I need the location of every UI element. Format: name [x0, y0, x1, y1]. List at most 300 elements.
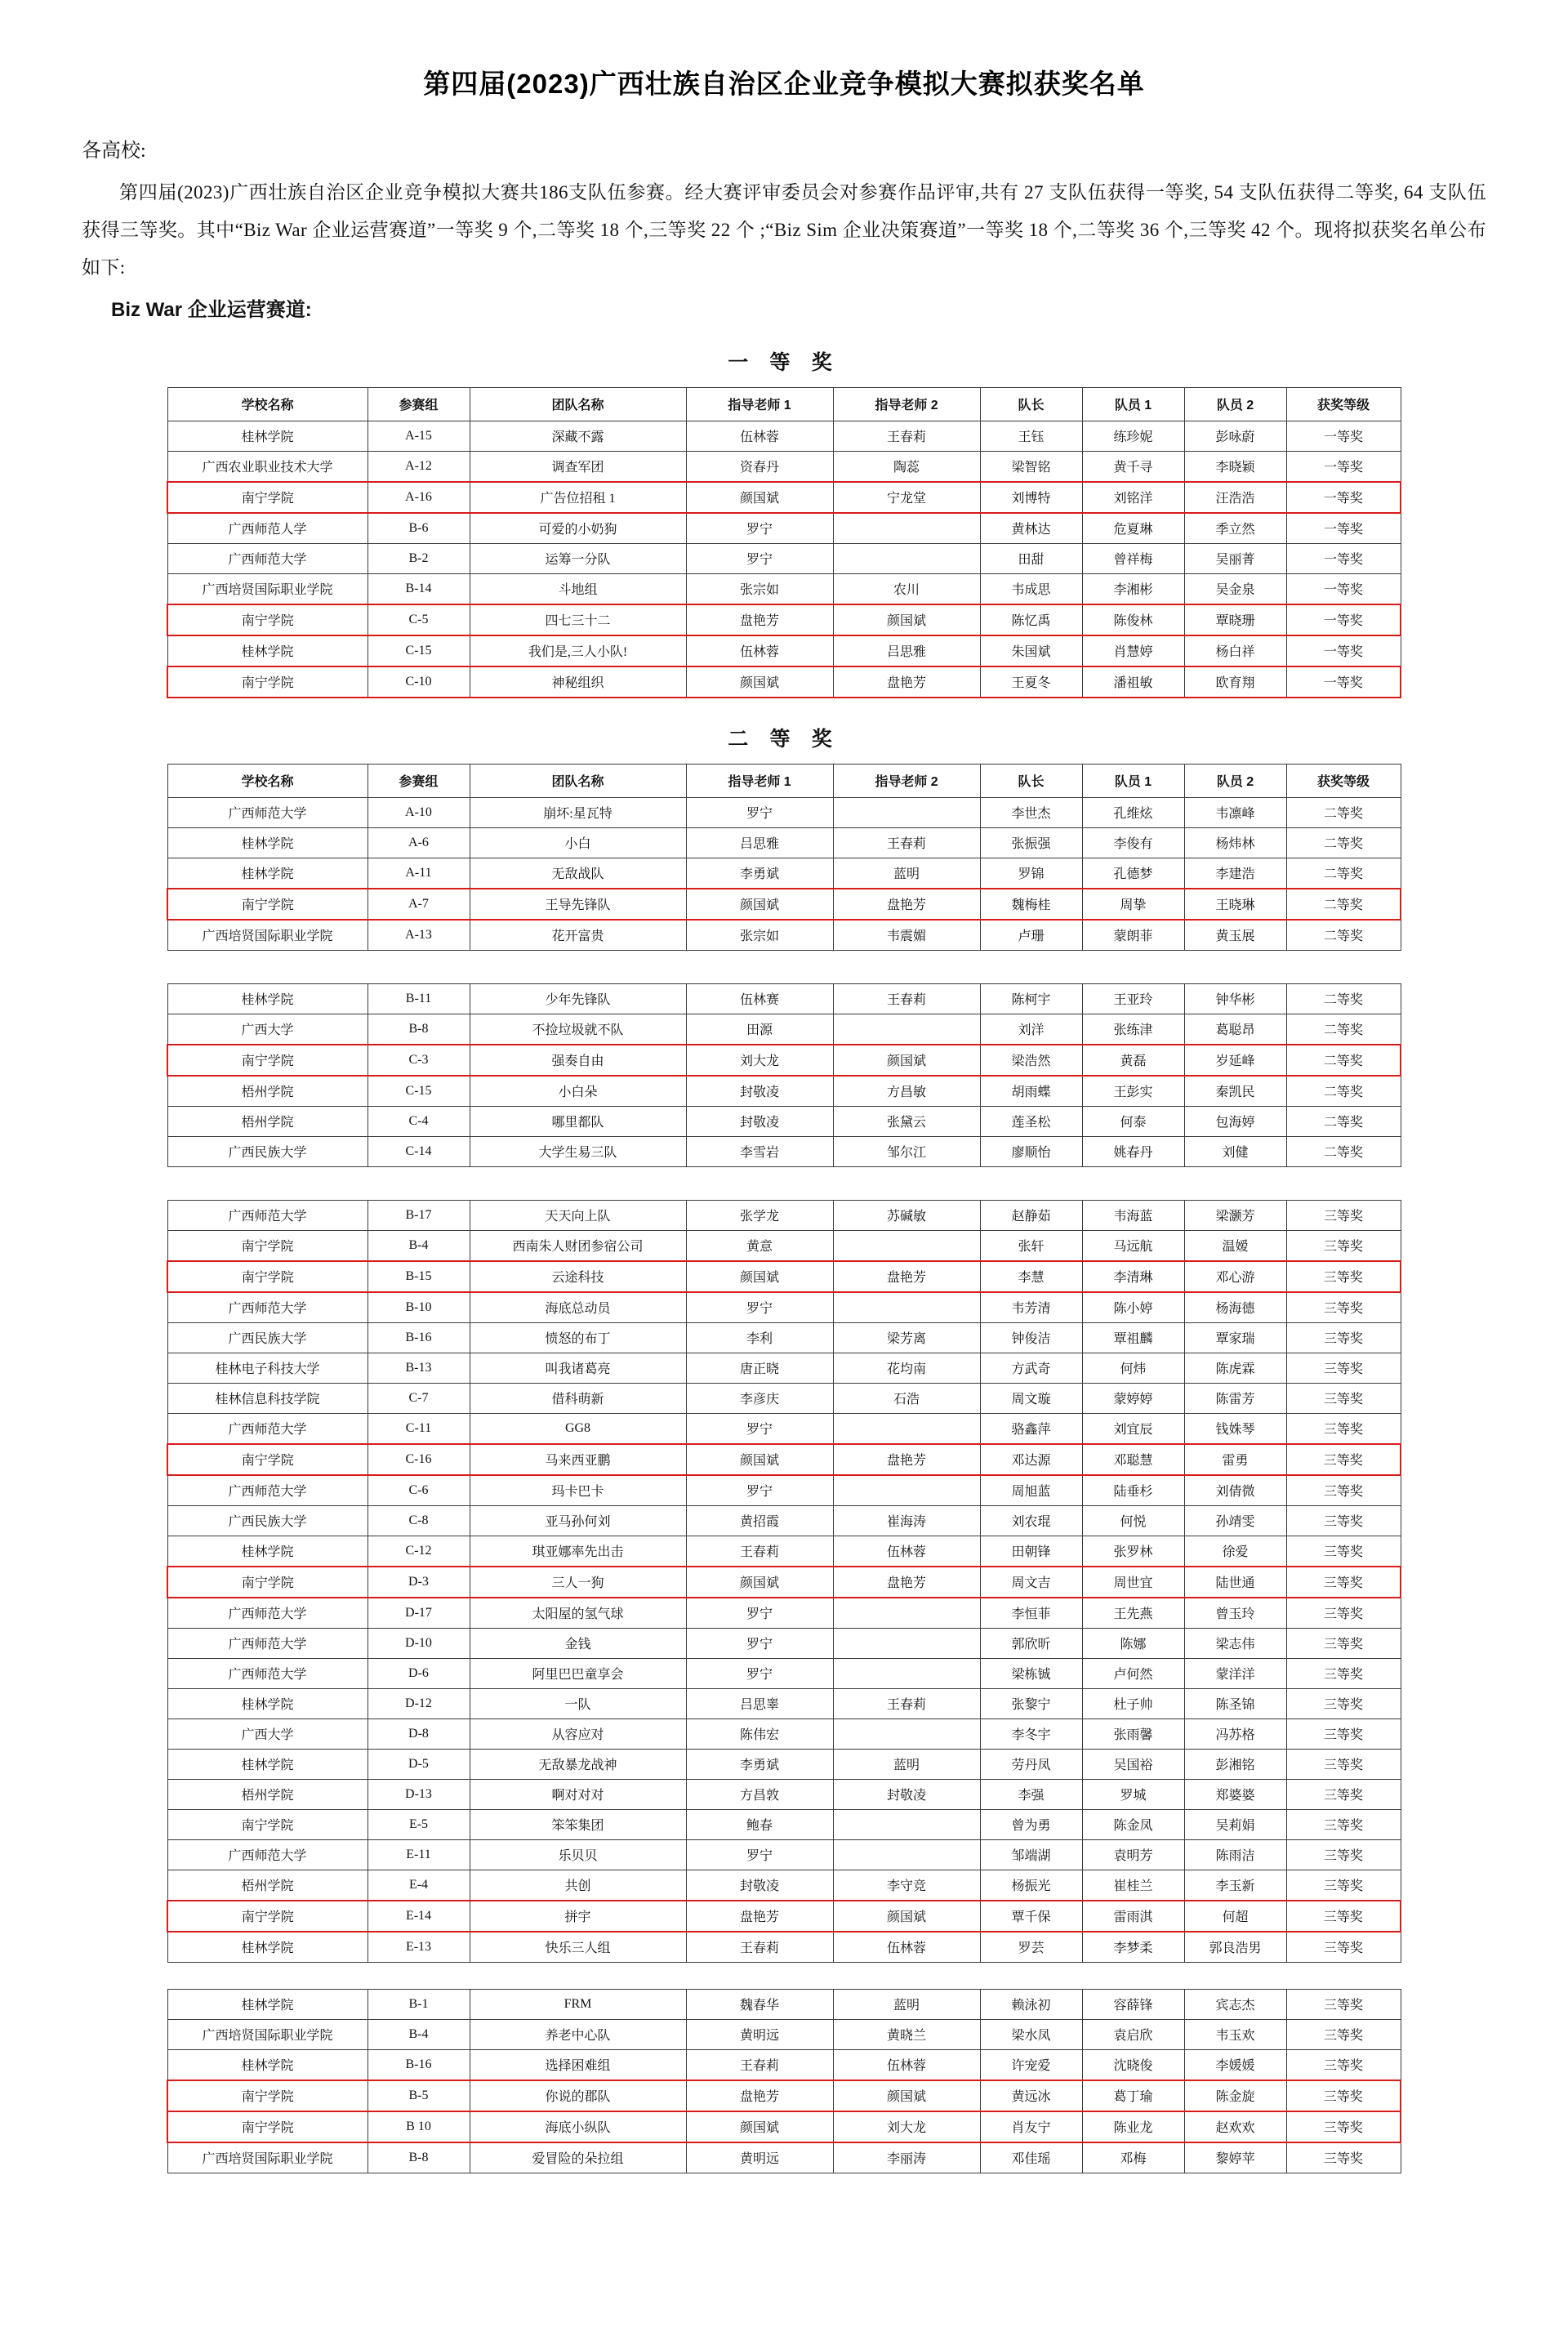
table-cell: A-13 — [368, 920, 470, 951]
table-cell: 三等奖 — [1286, 1689, 1401, 1719]
table-cell: 罗宁 — [686, 544, 833, 574]
table-cell: 梁灏芳 — [1184, 1201, 1286, 1231]
table-cell: 岁延峰 — [1184, 1045, 1286, 1076]
table-cell: D-3 — [368, 1567, 470, 1598]
table-cell: 广西师范大学 — [167, 1292, 368, 1323]
table-cell: 太阳屋的氢气球 — [470, 1598, 686, 1629]
table-cell: 广西师范大学 — [167, 1414, 368, 1445]
table-cell: 玛卡巴卡 — [470, 1475, 686, 1506]
table-cell: 黄远冰 — [980, 2080, 1082, 2111]
table-cell: 危夏琳 — [1082, 513, 1184, 544]
table-cell: 三等奖 — [1286, 1810, 1401, 1840]
table-cell — [833, 798, 980, 828]
table-cell: B-8 — [368, 1014, 470, 1045]
table-cell: 封敬凌 — [686, 1107, 833, 1137]
table-cell: 陈伟宏 — [686, 1719, 833, 1750]
table-cell: 蒙洋洋 — [1184, 1659, 1286, 1689]
table-row — [167, 1598, 1401, 1629]
table-cell: 邓聪慧 — [1082, 1444, 1184, 1475]
table-cell: C-15 — [368, 635, 470, 666]
table-cell: 少年先锋队 — [470, 984, 686, 1014]
table-cell — [833, 1475, 980, 1506]
table-cell: C-14 — [368, 1137, 470, 1167]
table-cell: 二等奖 — [1286, 984, 1401, 1014]
table-cell: 盘艳芳 — [833, 666, 980, 698]
table-cell: 杨白祥 — [1184, 635, 1286, 666]
table-cell: 盘艳芳 — [686, 2080, 833, 2111]
table-cell: 葛聪昂 — [1184, 1014, 1286, 1045]
table-cell: 三等奖 — [1286, 1629, 1401, 1659]
table-cell: 罗宁 — [686, 1840, 833, 1870]
table-cell: 黄林达 — [980, 513, 1082, 544]
table-cell: 孔德梦 — [1082, 858, 1184, 889]
table-cell: 张黎宁 — [980, 1689, 1082, 1719]
table-row — [167, 1901, 1401, 1932]
table-cell: 广西师范大学 — [167, 1659, 368, 1689]
table-cell: 你说的郡队 — [470, 2080, 686, 2111]
table-cell: 盘艳芳 — [833, 889, 980, 920]
table-cell: 盘艳芳 — [833, 1444, 980, 1475]
table-cell — [833, 1292, 980, 1323]
table-cell: 广西师范大学 — [167, 1840, 368, 1870]
table-cell: 资春丹 — [686, 452, 833, 483]
table-cell: 封敬凌 — [833, 1780, 980, 1810]
table-cell: 罗芸 — [980, 1932, 1082, 1963]
table-cell: 王先燕 — [1082, 1598, 1184, 1629]
table-cell: 陈娜 — [1082, 1629, 1184, 1659]
table-header-row — [167, 765, 1401, 798]
table-cell: 罗宁 — [686, 1598, 833, 1629]
table-row — [167, 1567, 1401, 1598]
table-cell: 广西师范大学 — [167, 1475, 368, 1506]
table-cell: 郭良浩男 — [1184, 1932, 1286, 1963]
table-cell: 梧州学院 — [167, 1076, 368, 1107]
column-header: 获奖等级 — [1286, 388, 1401, 421]
table-row — [167, 666, 1401, 698]
table-cell: 覃千保 — [980, 1901, 1082, 1932]
table-cell: 罗宁 — [686, 513, 833, 544]
table-cell — [833, 1414, 980, 1445]
table-cell: 罗宁 — [686, 1292, 833, 1323]
table-cell: 王春莉 — [833, 828, 980, 858]
table-cell: 小白 — [470, 828, 686, 858]
table-cell: 海底小纵队 — [470, 2111, 686, 2142]
table-cell: 梁智铭 — [980, 452, 1082, 483]
table-row — [167, 2080, 1401, 2111]
table-row — [167, 1014, 1401, 1045]
table-cell: 一等奖 — [1286, 604, 1401, 635]
table-cell: A-7 — [368, 889, 470, 920]
table-cell: 容薛锋 — [1082, 1990, 1184, 2020]
table-cell: 桂林学院 — [167, 858, 368, 889]
table-cell — [833, 513, 980, 544]
table-cell: 崔桂兰 — [1082, 1870, 1184, 1901]
table-cell: 邹尔江 — [833, 1137, 980, 1167]
table-cell: C-11 — [368, 1414, 470, 1445]
table-row — [167, 1384, 1401, 1414]
table-cell: 刘倩微 — [1184, 1475, 1286, 1506]
table-cell: 二等奖 — [1286, 1137, 1401, 1167]
table-cell: 盘艳芳 — [833, 1567, 980, 1598]
table-cell: 廖顺怡 — [980, 1137, 1082, 1167]
table-cell: 桂林学院 — [167, 1536, 368, 1567]
table-cell: 宁龙堂 — [833, 482, 980, 513]
table-header-row — [167, 388, 1401, 421]
table-cell: 金钱 — [470, 1629, 686, 1659]
table-row — [167, 1810, 1401, 1840]
table-cell: A-6 — [368, 828, 470, 858]
table-cell: 盘艳芳 — [686, 604, 833, 635]
table-cell: 拼宇 — [470, 1901, 686, 1932]
table-cell: 覃晓珊 — [1184, 604, 1286, 635]
table-cell: 王春莉 — [833, 984, 980, 1014]
table-cell: 孔维炫 — [1082, 798, 1184, 828]
column-header: 学校名称 — [167, 765, 368, 798]
table-cell — [833, 544, 980, 574]
table-cell: 骆鑫萍 — [980, 1414, 1082, 1445]
table-cell: 广西师范大学 — [167, 1598, 368, 1629]
table-cell: 三等奖 — [1286, 1659, 1401, 1689]
table-cell: 三等奖 — [1286, 1598, 1401, 1629]
table-cell: 桂林电子科技大学 — [167, 1353, 368, 1384]
table-cell: 苏碱敏 — [833, 1201, 980, 1231]
table-cell: 三等奖 — [1286, 1719, 1401, 1750]
table-cell: 西南朱人财团参宿公司 — [470, 1231, 686, 1262]
table-cell: 广西师范大学 — [167, 798, 368, 828]
table-cell: 李恒菲 — [980, 1598, 1082, 1629]
table-cell: 二等奖 — [1286, 1076, 1401, 1107]
table-cell: 邓达源 — [980, 1444, 1082, 1475]
table-cell: 调查军团 — [470, 452, 686, 483]
table-cell: 广西培贤国际职业学院 — [167, 2142, 368, 2173]
table-cell: 盘艳芳 — [833, 1261, 980, 1292]
table-cell: 广西农业职业技术大学 — [167, 452, 368, 483]
table-row — [167, 482, 1401, 513]
table-cell: 刘大龙 — [686, 1045, 833, 1076]
table-cell: 袁启欣 — [1082, 2020, 1184, 2050]
table-cell: 伍林蓉 — [686, 635, 833, 666]
table-cell: 陈虎霖 — [1184, 1353, 1286, 1384]
table-cell: E-5 — [368, 1810, 470, 1840]
table-cell: 伍林蓉 — [833, 1932, 980, 1963]
table-row — [167, 1990, 1401, 2020]
table-cell: 李梦柔 — [1082, 1932, 1184, 1963]
table-cell: 颜国斌 — [833, 1901, 980, 1932]
table-cell: B-4 — [368, 1231, 470, 1262]
table-cell: 南宁学院 — [167, 1567, 368, 1598]
table-cell: 二等奖 — [1286, 1014, 1401, 1045]
table-cell: 罗宁 — [686, 1475, 833, 1506]
table-cell: 三等奖 — [1286, 1567, 1401, 1598]
table-row — [167, 858, 1401, 889]
table-cell: 曾玉玲 — [1184, 1598, 1286, 1629]
table-cell: B-2 — [368, 544, 470, 574]
table-cell: 一等奖 — [1286, 421, 1401, 452]
table-cell: A-11 — [368, 858, 470, 889]
table-cell: D-10 — [368, 1629, 470, 1659]
table-cell: 吴金泉 — [1184, 574, 1286, 605]
table-cell: 陈柯宇 — [980, 984, 1082, 1014]
table-cell: 杨振光 — [980, 1870, 1082, 1901]
table-cell: 南宁学院 — [167, 1045, 368, 1076]
table-cell: 郑婆婆 — [1184, 1780, 1286, 1810]
table-cell: 广西培贤国际职业学院 — [167, 920, 368, 951]
table-cell: 三等奖 — [1286, 1870, 1401, 1901]
column-header: 队长 — [980, 765, 1082, 798]
table-cell: 盘艳芳 — [686, 1901, 833, 1932]
table-cell: 邓心游 — [1184, 1261, 1286, 1292]
table-cell: 温嫒 — [1184, 1231, 1286, 1262]
table-cell: 三等奖 — [1286, 1201, 1401, 1231]
table-cell — [833, 1659, 980, 1689]
table-cell: 南宁学院 — [167, 604, 368, 635]
table-cell: 三等奖 — [1286, 2142, 1401, 2173]
second-prize-table-b — [167, 983, 1401, 1167]
table-cell: 三等奖 — [1286, 1323, 1401, 1353]
table-cell: 神秘组织 — [470, 666, 686, 698]
table-cell: 李勇斌 — [686, 1750, 833, 1780]
table-cell: 广西民族大学 — [167, 1137, 368, 1167]
table-cell: 杨炜林 — [1184, 828, 1286, 858]
table-row — [167, 1840, 1401, 1870]
table-cell: 南宁学院 — [167, 1901, 368, 1932]
table-cell: B-10 — [368, 1292, 470, 1323]
table-cell: B-1 — [368, 1990, 470, 2020]
third-prize-table-a — [167, 1200, 1401, 1963]
table-cell: 孙靖雯 — [1184, 1506, 1286, 1536]
table-cell: 朱国斌 — [980, 635, 1082, 666]
table-cell: 崔海涛 — [833, 1506, 980, 1536]
table-row — [167, 1231, 1401, 1262]
table-cell: 陈金凤 — [1082, 1810, 1184, 1840]
table-cell — [833, 1014, 980, 1045]
table-cell: 桂林学院 — [167, 984, 368, 1014]
table-cell: 张宗如 — [686, 574, 833, 605]
table-cell: 吴丽菁 — [1184, 544, 1286, 574]
table-cell: 颜国斌 — [833, 2080, 980, 2111]
table-cell: 封敬凌 — [686, 1870, 833, 1901]
table-cell: 罗宁 — [686, 798, 833, 828]
table-cell: D-6 — [368, 1659, 470, 1689]
table-cell: 田源 — [686, 1014, 833, 1045]
table-cell: 何超 — [1184, 1901, 1286, 1932]
table-cell: 王春莉 — [686, 2050, 833, 2081]
table-cell: 南宁学院 — [167, 482, 368, 513]
table-cell: 亚马孙何刘 — [470, 1506, 686, 1536]
table-row — [167, 1353, 1401, 1384]
table-cell: 陈小婷 — [1082, 1292, 1184, 1323]
second-prize-body-a — [167, 798, 1401, 951]
table-row — [167, 513, 1401, 544]
table-cell: 冯苏格 — [1184, 1719, 1286, 1750]
table-cell: 强奏自由 — [470, 1045, 686, 1076]
table-cell: 三等奖 — [1286, 1840, 1401, 1870]
table-cell: 姚春丹 — [1082, 1137, 1184, 1167]
table-cell: 赵欢欢 — [1184, 2111, 1286, 2142]
table-cell: 蓝明 — [833, 858, 980, 889]
table-cell: 肖慧婷 — [1082, 635, 1184, 666]
table-cell: 李媛媛 — [1184, 2050, 1286, 2081]
table-cell: 何泰 — [1082, 1107, 1184, 1137]
table-cell: 桂林学院 — [167, 1689, 368, 1719]
second-prize-body-b — [167, 984, 1401, 1167]
table-row — [167, 544, 1401, 574]
table-row — [167, 1536, 1401, 1567]
table-cell: 曾为勇 — [980, 1810, 1082, 1840]
table-cell: 梧州学院 — [167, 1780, 368, 1810]
table-cell: 广西民族大学 — [167, 1506, 368, 1536]
table-cell: 伍林赛 — [686, 984, 833, 1014]
table-cell: 何悦 — [1082, 1506, 1184, 1536]
table-row — [167, 1719, 1401, 1750]
table-cell — [833, 1810, 980, 1840]
table-cell: 赖泳初 — [980, 1990, 1082, 2020]
table-cell: 三等奖 — [1286, 1750, 1401, 1780]
table-cell: B-11 — [368, 984, 470, 1014]
table-cell: 吕思雅 — [686, 828, 833, 858]
column-header: 队长 — [980, 388, 1082, 421]
table-cell: 张宗如 — [686, 920, 833, 951]
table-cell: 王晓琳 — [1184, 889, 1286, 920]
table-cell: 韦凛峰 — [1184, 798, 1286, 828]
table-row — [167, 2142, 1401, 2173]
table-row — [167, 1475, 1401, 1506]
table-cell: 养老中心队 — [470, 2020, 686, 2050]
table-cell: 崩坏:星瓦特 — [470, 798, 686, 828]
table-cell: 刘铭洋 — [1082, 482, 1184, 513]
table-cell: 张学龙 — [686, 1201, 833, 1231]
table-cell: GG8 — [470, 1414, 686, 1445]
table-cell: FRM — [470, 1990, 686, 2020]
table-cell: 黄磊 — [1082, 1045, 1184, 1076]
table-cell: 吴莉娟 — [1184, 1810, 1286, 1840]
table-cell: 广西培贤国际职业学院 — [167, 2020, 368, 2050]
table-cell: E-11 — [368, 1840, 470, 1870]
table-cell: 许宠爱 — [980, 2050, 1082, 2081]
table-cell: 吴国裕 — [1082, 1750, 1184, 1780]
table-cell: 刘健 — [1184, 1137, 1286, 1167]
table-cell: 魏梅桂 — [980, 889, 1082, 920]
table-cell: 一等奖 — [1286, 513, 1401, 544]
table-cell: 一等奖 — [1286, 482, 1401, 513]
table-cell: 广西培贤国际职业学院 — [167, 574, 368, 605]
table-cell: 刘洋 — [980, 1014, 1082, 1045]
table-cell: 可爱的小奶狗 — [470, 513, 686, 544]
table-cell: 欧育翔 — [1184, 666, 1286, 698]
table-cell: B-17 — [368, 1201, 470, 1231]
table-cell: 李晓颖 — [1184, 452, 1286, 483]
table-cell: 李雪岩 — [686, 1137, 833, 1167]
table-cell: 三等奖 — [1286, 1990, 1401, 2020]
table-cell: 农川 — [833, 574, 980, 605]
table-cell: 马远航 — [1082, 1231, 1184, 1262]
table-cell: B-16 — [368, 2050, 470, 2081]
table-cell: 黄明远 — [686, 2020, 833, 2050]
table-cell: 二等奖 — [1286, 798, 1401, 828]
table-cell: 周旭蓝 — [980, 1475, 1082, 1506]
table-cell: 无敌战队 — [470, 858, 686, 889]
table-row — [167, 889, 1401, 920]
table-cell: 覃祖麟 — [1082, 1323, 1184, 1353]
table-cell: 韦玉欢 — [1184, 2020, 1286, 2050]
table-cell: 王春莉 — [686, 1932, 833, 1963]
table-cell: 黄明远 — [686, 2142, 833, 2173]
table-cell: 周世宜 — [1082, 1567, 1184, 1598]
table-cell: 陈业龙 — [1082, 2111, 1184, 2142]
column-header: 队员 2 — [1184, 765, 1286, 798]
table-cell: C-4 — [368, 1107, 470, 1137]
table-cell — [833, 1719, 980, 1750]
table-cell: 包海婷 — [1184, 1107, 1286, 1137]
table-cell: 深藏不露 — [470, 421, 686, 452]
table-cell: 罗宁 — [686, 1414, 833, 1445]
column-header: 团队名称 — [470, 765, 686, 798]
table-cell: 选择困难组 — [470, 2050, 686, 2081]
table-cell: 王春莉 — [833, 421, 980, 452]
table-cell: C-6 — [368, 1475, 470, 1506]
table-cell: 陈圣锦 — [1184, 1689, 1286, 1719]
table-cell: 小白朵 — [470, 1076, 686, 1107]
table-cell: 颜国斌 — [686, 1444, 833, 1475]
table-cell: 吕思睾 — [686, 1689, 833, 1719]
table-cell: 赵静茹 — [980, 1201, 1082, 1231]
table-cell: 秦凯民 — [1184, 1076, 1286, 1107]
table-cell: 方武奇 — [980, 1353, 1082, 1384]
table-cell: 三等奖 — [1286, 2050, 1401, 2081]
table-cell: B-14 — [368, 574, 470, 605]
table-cell: 三等奖 — [1286, 2080, 1401, 2111]
table-row — [167, 604, 1401, 635]
table-cell: 三等奖 — [1286, 1261, 1401, 1292]
second-prize-table-a — [167, 764, 1401, 951]
table-cell: 啊对对对 — [470, 1780, 686, 1810]
table-cell: 桂林学院 — [167, 2050, 368, 2081]
table-cell: C-16 — [368, 1444, 470, 1475]
table-cell: 张振强 — [980, 828, 1082, 858]
column-header: 指导老师 2 — [833, 765, 980, 798]
table-row — [167, 1629, 1401, 1659]
table-row — [167, 574, 1401, 605]
table-cell: C-7 — [368, 1384, 470, 1414]
table-cell: 广西大学 — [167, 1014, 368, 1045]
table-cell: 三等奖 — [1286, 1506, 1401, 1536]
table-cell: 梁芳离 — [833, 1323, 980, 1353]
table-row — [167, 1932, 1401, 1963]
table-cell: 钟俊洁 — [980, 1323, 1082, 1353]
table-cell: B-13 — [368, 1353, 470, 1384]
table-cell: 二等奖 — [1286, 858, 1401, 889]
table-cell: 三等奖 — [1286, 1384, 1401, 1414]
table-cell: 南宁学院 — [167, 2111, 368, 2142]
table-cell: 邓佳瑶 — [980, 2142, 1082, 2173]
table-cell: 广西民族大学 — [167, 1323, 368, 1353]
table-cell: B-6 — [368, 513, 470, 544]
second-prize-heading: 二 等 奖 — [728, 729, 840, 751]
table-cell: A-16 — [368, 482, 470, 513]
table-row — [167, 1689, 1401, 1719]
page-title: 第四届(2023)广西壮族自治区企业竞争模拟大赛拟获奖名单 — [423, 69, 1145, 99]
table-cell: 方昌敏 — [833, 1076, 980, 1107]
table-cell: 李慧 — [980, 1261, 1082, 1292]
table-cell: 张练津 — [1082, 1014, 1184, 1045]
third-prize-body-b — [167, 1990, 1401, 2173]
table-row — [167, 452, 1401, 483]
table-cell: D-13 — [368, 1780, 470, 1810]
table-cell: 李彦庆 — [686, 1384, 833, 1414]
table-cell: 琪亚娜率先出击 — [470, 1536, 686, 1567]
table-row — [167, 421, 1401, 452]
table-cell: 南宁学院 — [167, 2080, 368, 2111]
